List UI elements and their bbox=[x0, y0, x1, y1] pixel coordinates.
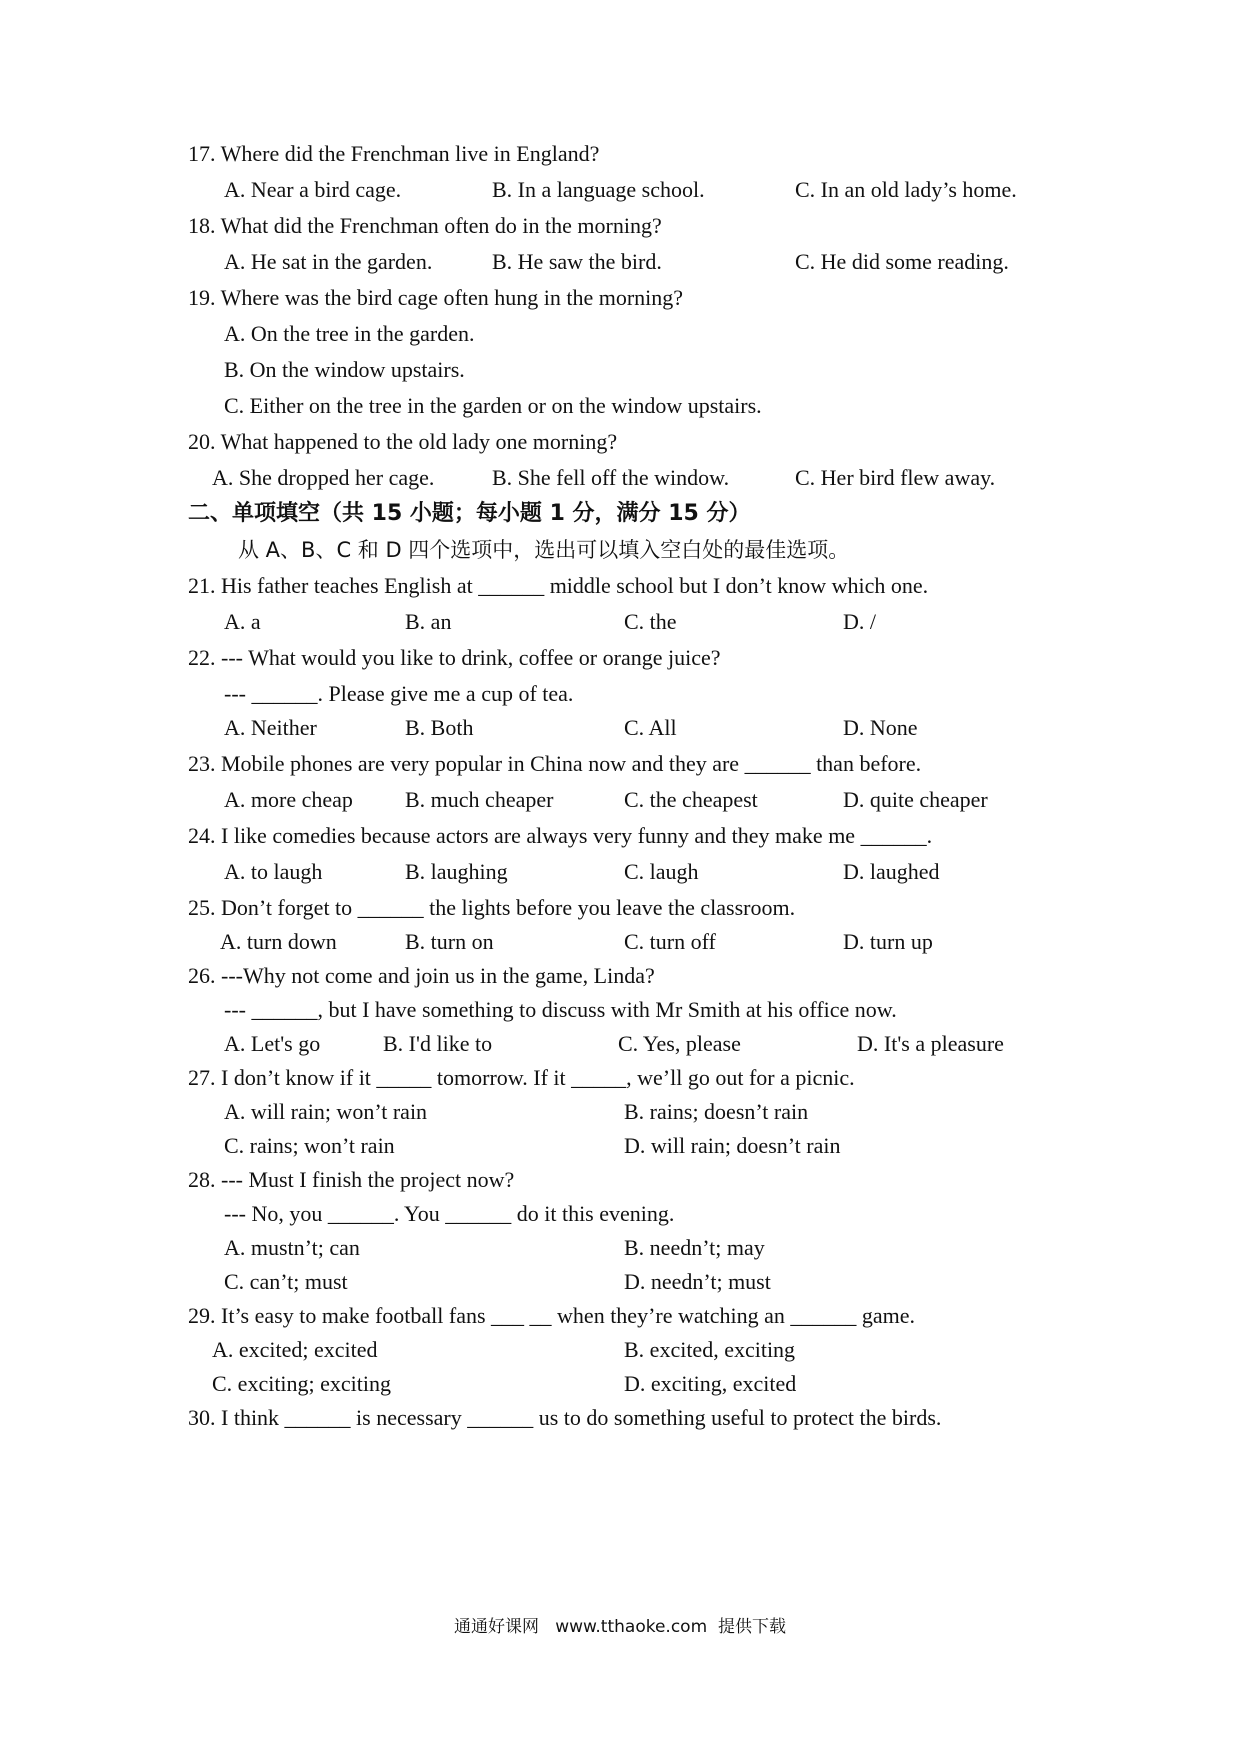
option: B. In a language school. bbox=[492, 177, 705, 202]
option: A. mustn’t; can bbox=[224, 1235, 360, 1260]
option: D. needn’t; must bbox=[624, 1269, 771, 1294]
option: A. to laugh bbox=[224, 859, 323, 884]
question-19: 19. Where was the bird cage often hung in the morning? bbox=[188, 285, 684, 310]
option: B. laughing bbox=[405, 859, 508, 884]
question-28-line-2: --- No, you ______. You ______ do it this evening. bbox=[224, 1201, 675, 1226]
option: C. turn off bbox=[624, 929, 716, 954]
option: B. much cheaper bbox=[405, 787, 554, 812]
option: A. will rain; won’t rain bbox=[224, 1099, 428, 1124]
option: B. excited, exciting bbox=[624, 1337, 796, 1362]
question-26-line-2: --- ______, but I have something to discuss with Mr Smith at his office now. bbox=[224, 997, 897, 1022]
question-27: 27. I don’t know if it _____ tomorrow. If it _____, we’ll go out for a picnic. bbox=[188, 1065, 855, 1090]
option: A. turn down bbox=[220, 929, 337, 954]
section-title: 二、单项填空（共 15 小题；每小题 1 分，满分 15 分） bbox=[188, 501, 751, 526]
option: D. laughed bbox=[843, 859, 940, 884]
option: B. rains; doesn’t rain bbox=[624, 1099, 809, 1124]
option: A. On the tree in the garden. bbox=[224, 321, 475, 346]
footer-url[interactable]: www.tthaoke.com bbox=[555, 1617, 708, 1637]
option: D. turn up bbox=[843, 929, 933, 954]
option: C. rains; won’t rain bbox=[224, 1133, 395, 1158]
option: B. an bbox=[405, 609, 452, 634]
option: A. a bbox=[224, 609, 261, 634]
question-30: 30. I think ______ is necessary ______ us to do something useful to protect the birds. bbox=[188, 1405, 942, 1430]
question-20: 20. What happened to the old lady one morning? bbox=[188, 429, 618, 454]
option: D. quite cheaper bbox=[843, 787, 988, 812]
option: D. None bbox=[843, 715, 918, 740]
option: B. turn on bbox=[405, 929, 494, 954]
option: C. laugh bbox=[624, 859, 699, 884]
option: A. more cheap bbox=[224, 787, 353, 812]
option: B. On the window upstairs. bbox=[224, 357, 465, 382]
option: A. He sat in the garden. bbox=[224, 249, 433, 274]
option: C. the bbox=[624, 609, 677, 634]
option: A. Neither bbox=[224, 715, 317, 740]
option: C. can’t; must bbox=[224, 1269, 348, 1294]
option: D. / bbox=[843, 609, 876, 634]
option: A. Let's go bbox=[224, 1031, 321, 1056]
question-17: 17. Where did the Frenchman live in England? bbox=[188, 141, 600, 166]
option: C. He did some reading. bbox=[795, 249, 1009, 274]
option: B. I'd like to bbox=[383, 1031, 493, 1056]
option: C. Either on the tree in the garden or on the window upstairs. bbox=[224, 393, 762, 418]
option: D. will rain; doesn’t rain bbox=[624, 1133, 841, 1158]
question-28: 28. --- Must I finish the project now? bbox=[188, 1167, 515, 1192]
question-21: 21. His father teaches English at ______ middle school but I don’t know which one. bbox=[188, 573, 929, 598]
option: A. She dropped her cage. bbox=[212, 465, 435, 490]
option: C. the cheapest bbox=[624, 787, 758, 812]
option: D. exciting, excited bbox=[624, 1371, 797, 1396]
footer-suffix: 提供下载 bbox=[717, 1617, 786, 1637]
option: D. It's a pleasure bbox=[857, 1031, 1004, 1056]
option: A. excited; excited bbox=[212, 1337, 378, 1362]
question-24: 24. I like comedies because actors are always very funny and they make me ______. bbox=[188, 823, 933, 848]
option: B. Both bbox=[405, 715, 474, 740]
option: C. exciting; exciting bbox=[212, 1371, 392, 1396]
question-26: 26. ---Why not come and join us in the game, Linda? bbox=[188, 963, 655, 988]
option: B. He saw the bird. bbox=[492, 249, 662, 274]
question-23: 23. Mobile phones are very popular in China now and they are ______ than before. bbox=[188, 751, 922, 776]
question-25: 25. Don’t forget to ______ the lights before you leave the classroom. bbox=[188, 895, 796, 920]
page-footer bbox=[0, 1612, 1240, 1637]
footer-site-name: 通通好课网 bbox=[454, 1617, 540, 1637]
option: C. Her bird flew away. bbox=[795, 465, 996, 490]
option: B. needn’t; may bbox=[624, 1235, 765, 1260]
question-22-line-2: --- ______. Please give me a cup of tea. bbox=[224, 681, 574, 706]
question-22: 22. --- What would you like to drink, coffee or orange juice? bbox=[188, 645, 721, 670]
option: B. She fell off the window. bbox=[492, 465, 730, 490]
question-18: 18. What did the Frenchman often do in the morning? bbox=[188, 213, 662, 238]
option: A. Near a bird cage. bbox=[224, 177, 402, 202]
section-instruction: 从 A、B、C 和 D 四个选项中，选出可以填入空白处的最佳选项。 bbox=[238, 538, 850, 562]
question-29: 29. It’s easy to make football fans ___ __ when they’re watching an ______ game. bbox=[188, 1303, 916, 1328]
option: C. All bbox=[624, 715, 677, 740]
option: C. In an old lady’s home. bbox=[795, 177, 1017, 202]
option: C. Yes, please bbox=[618, 1031, 741, 1056]
